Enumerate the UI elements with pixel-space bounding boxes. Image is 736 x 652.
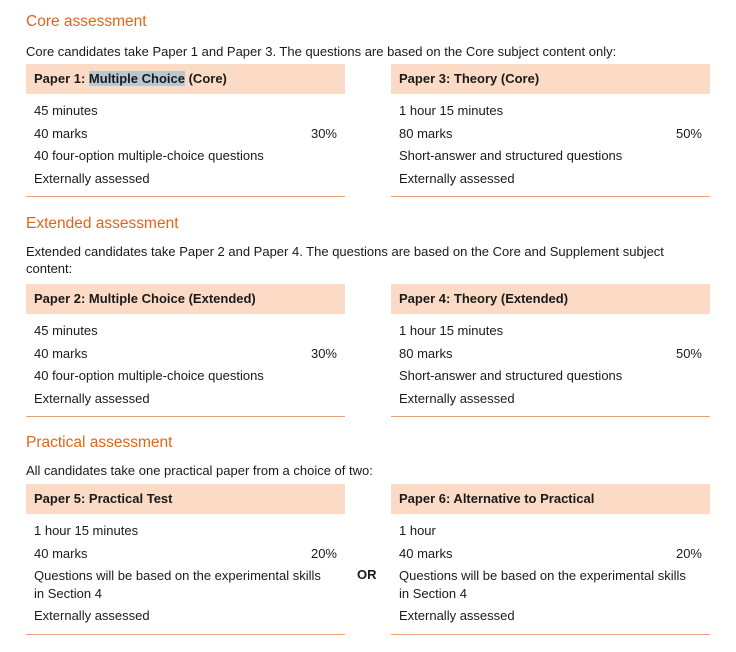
- paper6-title: Paper 6: Alternative to Practical: [391, 484, 710, 514]
- paper3-assessment: Externally assessed: [399, 170, 515, 186]
- paper2-weight: 30%: [310, 345, 337, 361]
- practical-title: Practical assessment: [26, 434, 173, 451]
- practical-section: [26, 433, 716, 479]
- paper5-weight: 20%: [310, 545, 337, 561]
- paper4-marks: 80 marks: [399, 345, 453, 361]
- paper4-title: Paper 4: Theory (Extended): [391, 284, 710, 314]
- paper6-marks: 40 marks: [399, 545, 453, 561]
- or-label: OR: [357, 567, 377, 582]
- paper5-questions: Questions will be based on the experimental skills in Section 4: [34, 568, 321, 601]
- paper5-assessment: Externally assessed: [34, 608, 150, 623]
- paper4-questions: Short-answer and structured questions: [399, 368, 623, 383]
- paper2-assessment: Externally assessed: [34, 390, 150, 406]
- paper6-duration: 1 hour: [399, 523, 436, 538]
- extended-title: Extended assessment: [26, 215, 179, 232]
- paper1-marks: 40 marks: [34, 125, 88, 141]
- paper5-duration: 1 hour 15 minutes: [34, 523, 139, 538]
- paper1-duration: 45 minutes: [34, 103, 98, 118]
- practical-intro: All candidates take one practical paper from a choice of two:: [26, 463, 373, 478]
- paper2-duration: 45 minutes: [34, 323, 98, 338]
- paper3-marks: 80 marks: [399, 125, 453, 141]
- paper2-questions: 40 four-option multiple-choice questions: [34, 368, 264, 383]
- paper1-weight: 30%: [310, 125, 337, 141]
- paper5-card: [26, 484, 345, 635]
- paper4-weight: 50%: [675, 345, 702, 361]
- paper5-marks: 40 marks: [34, 545, 88, 561]
- paper4-assessment: Externally assessed: [399, 390, 515, 406]
- highlighted-text: Multiple Choice: [88, 71, 185, 86]
- core-section: [26, 12, 716, 60]
- paper3-weight: 50%: [675, 125, 702, 141]
- paper3-title: Paper 3: Theory (Core): [391, 64, 710, 94]
- paper4-card: [391, 284, 710, 417]
- paper3-duration: 1 hour 15 minutes: [399, 103, 504, 118]
- paper1-title: Paper 1: Multiple Choice (Core): [26, 64, 345, 94]
- paper6-card: [391, 484, 710, 635]
- paper5-title: Paper 5: Practical Test: [26, 484, 345, 514]
- core-intro: Core candidates take Paper 1 and Paper 3. The questions are based on the Core subject content only:: [26, 44, 617, 59]
- paper1-card: [26, 64, 345, 197]
- paper3-questions: Short-answer and structured questions: [399, 148, 623, 163]
- paper1-assessment: Externally assessed: [34, 170, 150, 186]
- paper1-questions: 40 four-option multiple-choice questions: [34, 148, 264, 163]
- extended-intro-line2: content:: [26, 261, 73, 276]
- paper2-card: [26, 284, 345, 417]
- paper6-questions: Questions will be based on the experimental skills in Section 4: [399, 568, 686, 601]
- paper6-weight: 20%: [675, 545, 702, 561]
- paper4-duration: 1 hour 15 minutes: [399, 323, 504, 338]
- paper6-assessment: Externally assessed: [399, 608, 515, 623]
- paper3-card: [391, 64, 710, 197]
- extended-intro-line1: Extended candidates take Paper 2 and Paper 4. The questions are based on the Core and Supplement subject: [26, 244, 664, 259]
- paper2-marks: 40 marks: [34, 345, 88, 361]
- core-title: Core assessment: [26, 13, 147, 30]
- extended-section: [26, 214, 716, 277]
- paper2-title: Paper 2: Multiple Choice (Extended): [26, 284, 345, 314]
